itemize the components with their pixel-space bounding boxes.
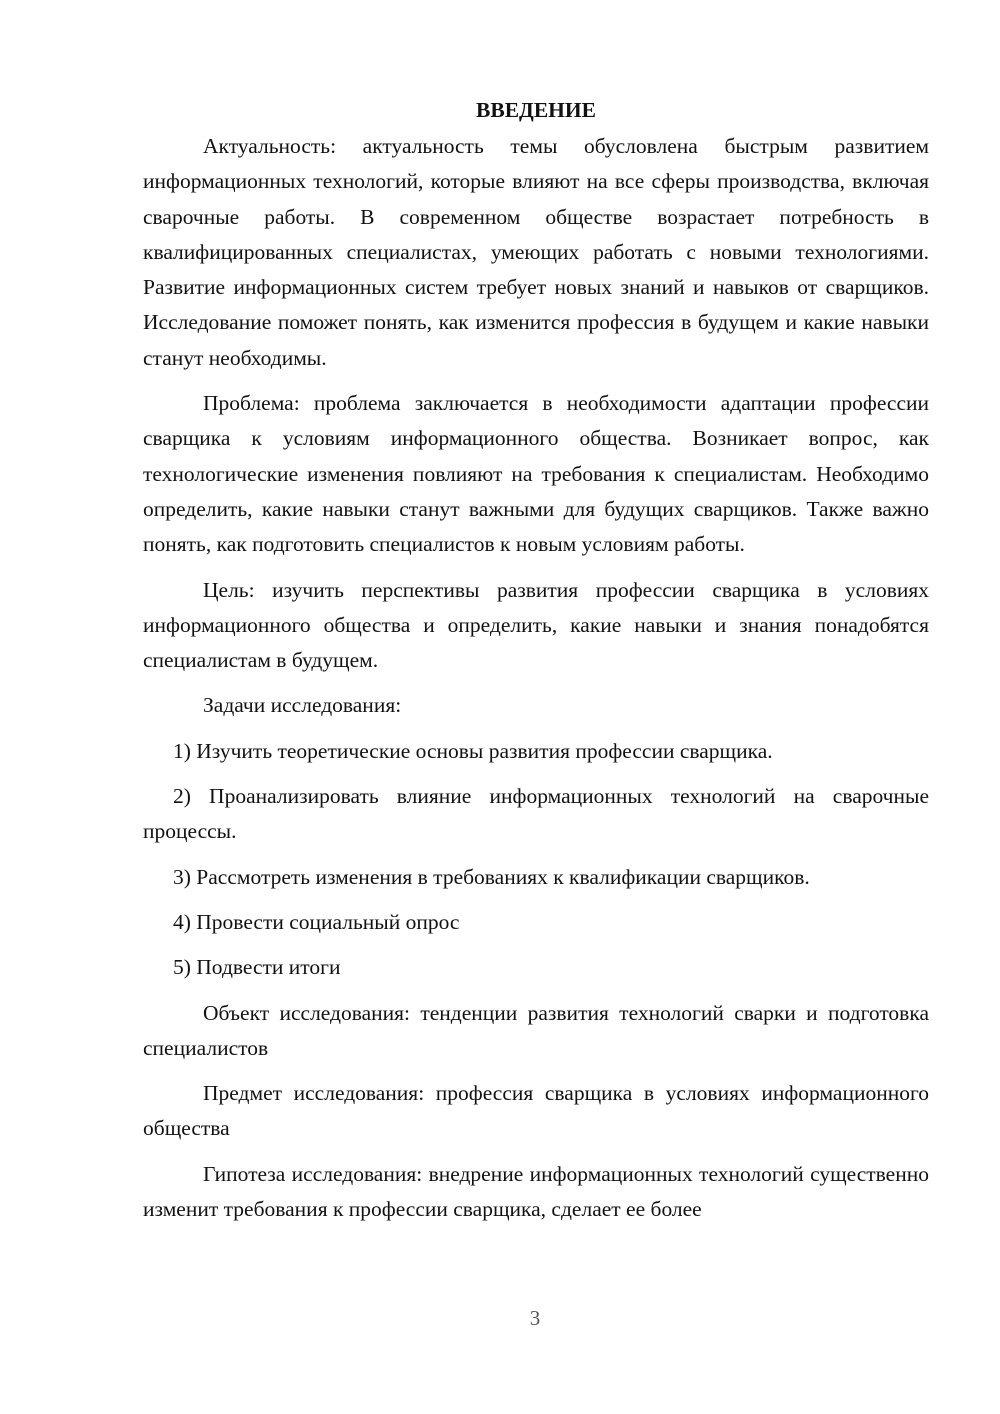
- task-item-2: 2) Проанализировать влияние информационных технологий на сварочные процессы.: [143, 784, 929, 844]
- tasks-heading: Задачи исследования:: [203, 693, 402, 718]
- object-paragraph: Объект исследования: тенденции развития технологий сварки и подготовка специалистов: [143, 1000, 929, 1060]
- hypothesis-paragraph: Гипотеза исследования: внедрение информационных технологий существенно изменит требования к профессии сварщика, сделает ее более: [143, 1161, 929, 1222]
- problem-paragraph: Проблема: проблема заключается в необходимости адаптации профессии сварщика к условиям информационного общества. Возникает вопрос, как технологические изменения повлияют на требования к специалистам. Необходимо определить, какие навыки станут важными для будущих сварщиков. Также важно понять, как подготовить специалистов к новым условиям работы.: [143, 391, 929, 557]
- subject-paragraph: Предмет исследования: профессия сварщика в условиях информационного общества: [143, 1081, 929, 1141]
- relevance-paragraph: Актуальность: актуальность темы обусловлена быстрым развитием информационных технологий, которые влияют на все сферы производства, включая сварочные работы. В современном обществе возрастает потребность в квалифицированных специалистах, умеющих работать с новыми технологиями. Развитие информационных систем требует новых знаний и навыков от сварщиков. Исследование поможет понять, как изменится профессия в будущем и какие навыки станут необходимы.: [143, 134, 929, 370]
- page-title: ВВЕДЕНИЕ: [476, 98, 596, 122]
- task-item-5: 5) Подвести итоги: [173, 955, 341, 980]
- page-number: 3: [529, 1306, 541, 1330]
- task-item-4: 4) Провести социальный опрос: [173, 909, 460, 934]
- document-body: [143, 93, 929, 1227]
- goal-paragraph: Цель: изучить перспективы развития профессии сварщика в условиях информационного общества и определить, какие навыки и знания понадобятся специалистам в будущем.: [143, 577, 929, 673]
- task-item-1: 1) Изучить теоретические основы развития профессии сварщика.: [173, 738, 773, 763]
- task-item-3: 3) Рассмотреть изменения в требованиях к квалификации сварщиков.: [173, 864, 810, 889]
